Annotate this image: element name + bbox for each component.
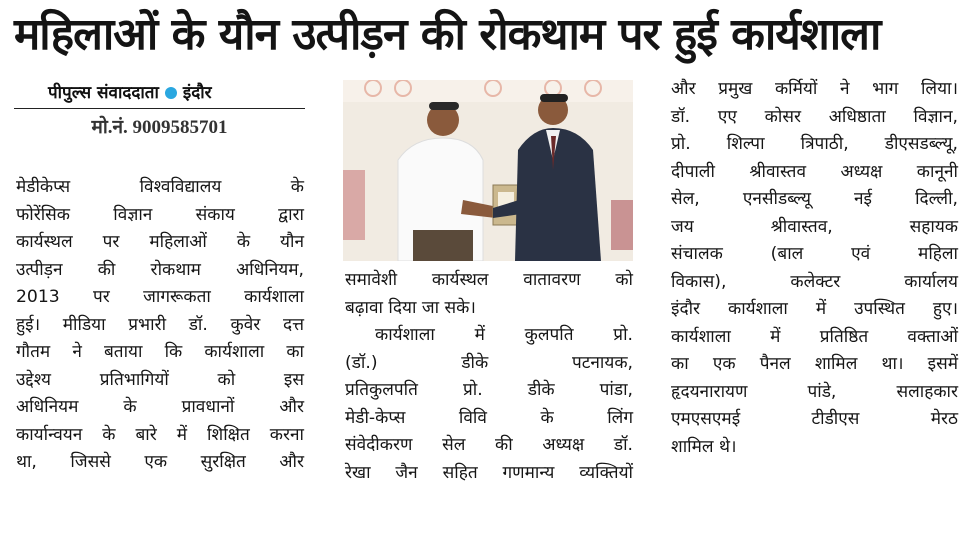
- article-column-3: [671, 76, 958, 461]
- text-line: कार्यस्थल पर महिलाओं के यौन: [16, 232, 304, 252]
- city-name: इंदौर: [182, 83, 212, 103]
- text-line: प्रतिकुलपति प्रो. डीके पांडा,: [345, 380, 633, 400]
- phone-number: मो.नं. 9009585701: [91, 117, 228, 138]
- text-line: जय श्रीवास्तव, सहायक: [671, 216, 958, 237]
- text-line: समावेशी कार्यस्थल वातावरण को: [345, 270, 633, 290]
- text-line: और प्रमुख कर्मियों ने भाग लिया।: [671, 79, 958, 99]
- text-line: इंदौर कार्यशाला में उपस्थित हुए।: [671, 299, 958, 319]
- text-line: हुई। मीडिया प्रभारी डॉ. कुवेर दत्त: [16, 314, 304, 335]
- text-line: सेल, एनसीडब्ल्यू नई दिल्ली,: [671, 189, 958, 209]
- article-column-1: [16, 174, 304, 477]
- text-line: 2013 पर जागरूकता कार्यशाला: [16, 287, 304, 307]
- text-line: (डॉ.) डीके पटनायक,: [345, 352, 633, 373]
- article-column-2: [345, 267, 633, 487]
- text-line: रेखा जैन सहित गणमान्य व्यक्तियों: [345, 462, 633, 483]
- text-line: संचालक (बाल एवं महिला: [671, 244, 958, 264]
- text-line: कार्यशाला में प्रतिष्ठित वक्ताओं: [671, 326, 958, 347]
- text-line: विकास), कलेक्टर कार्यालय: [671, 271, 958, 292]
- text-line: अधिनियम के प्रावधानों और: [16, 397, 304, 417]
- text-line: का एक पैनल शामिल था। इसमें: [671, 354, 958, 374]
- text-line: दीपाली श्रीवास्तव अध्यक्ष कानूनी: [671, 161, 958, 182]
- byline: [14, 80, 305, 109]
- headline: महिलाओं के यौन उत्पीड़न की रोकथाम पर हुई कार्यशाला: [14, 9, 881, 60]
- text-line: उद्देश्य प्रतिभागियों को इस: [16, 369, 304, 390]
- bullet-dot-icon: [165, 87, 177, 99]
- news-photo: [343, 80, 633, 261]
- text-line: एमएसएमई टीडीएस मेरठ: [671, 409, 958, 429]
- text-line: फोरेंसिक विज्ञान संकाय द्वारा: [16, 204, 304, 225]
- text-line: गौतम ने बताया कि कार्यशाला का: [16, 342, 304, 362]
- text-line: कार्यान्वयन के बारे में शिक्षित करना: [16, 424, 304, 445]
- text-line: मेडीकेप्स विश्वविद्यालय के: [16, 177, 304, 197]
- text-line: था, जिससे एक सुरक्षित और: [16, 452, 304, 472]
- text-line: संवेदीकरण सेल की अध्यक्ष डॉ.: [345, 435, 633, 455]
- text-line: बढ़ावा दिया जा सके।: [345, 297, 476, 318]
- reporter-name: पीपुल्स संवाददाता: [48, 83, 159, 103]
- text-line: डॉ. एए कोसर अधिष्ठाता विज्ञान,: [671, 106, 958, 127]
- text-line: मेडी-केप्स विवि के लिंग: [345, 407, 633, 428]
- text-line: प्रो. शिल्पा त्रिपाठी, डीएसडब्ल्यू,: [671, 134, 958, 154]
- text-line: कार्यशाला में कुलपति प्रो.: [375, 325, 633, 345]
- text-line: हृदयनारायण पांडे, सलाहकार: [671, 381, 958, 402]
- photo-illustration: [343, 80, 633, 261]
- text-line: शामिल थे।: [671, 436, 737, 457]
- text-line: उत्पीड़न की रोकथाम अधिनियम,: [16, 259, 304, 280]
